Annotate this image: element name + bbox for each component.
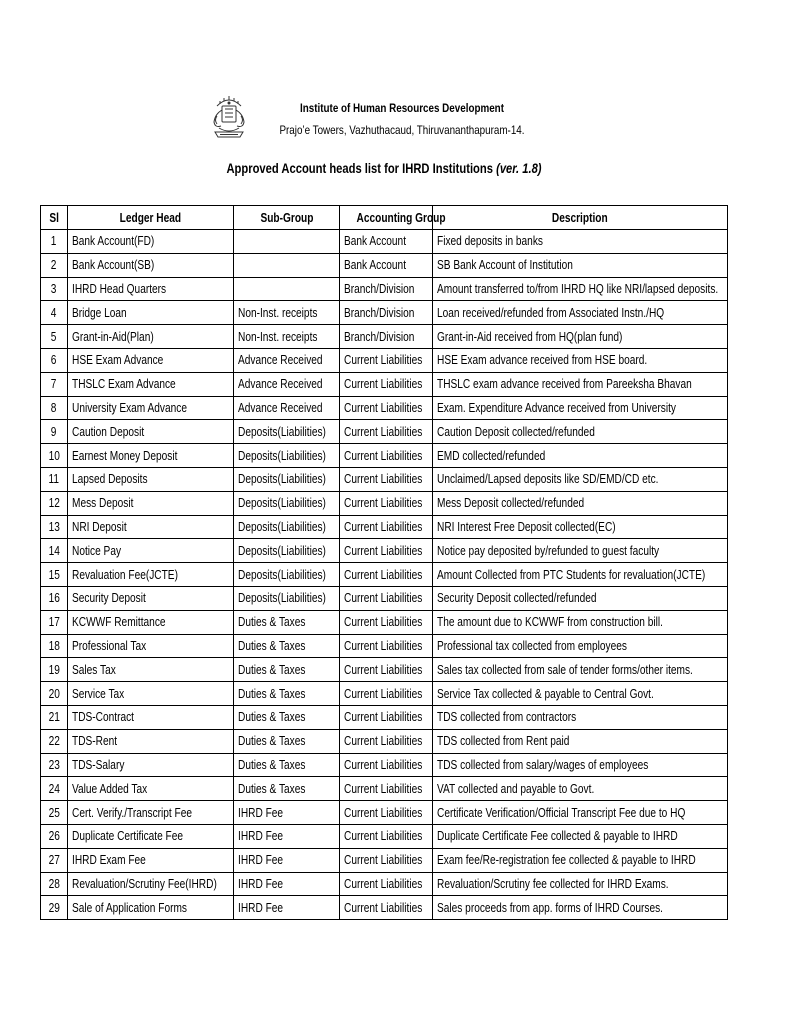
cell-accounting-group: Bank Account <box>340 253 433 277</box>
institute-address: Prajo’e Towers, Vazhuthacaud, Thiruvananthapuram-14. <box>279 123 525 137</box>
cell-description: Security Deposit collected/refunded <box>433 586 728 610</box>
cell-sl: 5 <box>41 325 68 349</box>
cell-sub-group: Deposits(Liabilities) <box>234 467 340 491</box>
cell-sub-group: Non-Inst. receipts <box>234 325 340 349</box>
cell-ledger-head: Notice Pay <box>68 539 234 563</box>
title-text: Approved Account heads list for IHRD Institutions <box>226 160 497 176</box>
cell-sub-group: Duties & Taxes <box>234 753 340 777</box>
cell-sub-group <box>234 277 340 301</box>
cell-accounting-group: Branch/Division <box>340 277 433 301</box>
table-row <box>41 705 728 729</box>
table-row <box>41 682 728 706</box>
cell-ledger-head: HSE Exam Advance <box>68 348 234 372</box>
cell-ledger-head: Bank Account(SB) <box>68 253 234 277</box>
cell-description: Sales proceeds from app. forms of IHRD Courses. <box>433 896 728 920</box>
column-header-accounting-group: Accounting Group <box>340 206 433 230</box>
cell-description: The amount due to KCWWF from construction bill. <box>433 610 728 634</box>
cell-sub-group: Duties & Taxes <box>234 610 340 634</box>
cell-description: NRI Interest Free Deposit collected(EC) <box>433 515 728 539</box>
table-row <box>41 539 728 563</box>
cell-sl: 7 <box>41 372 68 396</box>
cell-sub-group: Deposits(Liabilities) <box>234 491 340 515</box>
cell-sl: 25 <box>41 801 68 825</box>
cell-ledger-head: TDS-Salary <box>68 753 234 777</box>
cell-ledger-head: Security Deposit <box>68 586 234 610</box>
table-row <box>41 634 728 658</box>
cell-ledger-head: Sale of Application Forms <box>68 896 234 920</box>
cell-sl: 8 <box>41 396 68 420</box>
cell-accounting-group: Current Liabilities <box>340 848 433 872</box>
table-row <box>41 848 728 872</box>
cell-description: SB Bank Account of Institution <box>433 253 728 277</box>
table-row <box>41 824 728 848</box>
cell-accounting-group: Current Liabilities <box>340 348 433 372</box>
cell-description: Caution Deposit collected/refunded <box>433 420 728 444</box>
cell-accounting-group: Current Liabilities <box>340 420 433 444</box>
table-row <box>41 563 728 587</box>
cell-sl: 22 <box>41 729 68 753</box>
cell-sub-group: Deposits(Liabilities) <box>234 515 340 539</box>
cell-sub-group: Deposits(Liabilities) <box>234 444 340 468</box>
cell-ledger-head: Bridge Loan <box>68 301 234 325</box>
cell-description: Grant-in-Aid received from HQ(plan fund) <box>433 325 728 349</box>
cell-ledger-head: NRI Deposit <box>68 515 234 539</box>
cell-accounting-group: Current Liabilities <box>340 705 433 729</box>
table-row <box>41 277 728 301</box>
cell-sub-group <box>234 230 340 254</box>
cell-accounting-group: Current Liabilities <box>340 777 433 801</box>
table-row <box>41 348 728 372</box>
cell-sub-group: Duties & Taxes <box>234 682 340 706</box>
table-header-row <box>41 206 728 230</box>
cell-accounting-group: Current Liabilities <box>340 896 433 920</box>
cell-ledger-head: Professional Tax <box>68 634 234 658</box>
cell-sl: 4 <box>41 301 68 325</box>
cell-accounting-group: Current Liabilities <box>340 610 433 634</box>
cell-accounting-group: Current Liabilities <box>340 539 433 563</box>
cell-description: TDS collected from Rent paid <box>433 729 728 753</box>
cell-sub-group: IHRD Fee <box>234 801 340 825</box>
column-header-description: Description <box>433 206 728 230</box>
cell-ledger-head: TDS-Contract <box>68 705 234 729</box>
cell-accounting-group: Current Liabilities <box>340 515 433 539</box>
cell-description: Notice pay deposited by/refunded to guest faculty <box>433 539 728 563</box>
table-row <box>41 491 728 515</box>
cell-description: Exam. Expenditure Advance received from University <box>433 396 728 420</box>
cell-ledger-head: Value Added Tax <box>68 777 234 801</box>
cell-ledger-head: Duplicate Certificate Fee <box>68 824 234 848</box>
cell-sub-group: Deposits(Liabilities) <box>234 539 340 563</box>
table-row <box>41 777 728 801</box>
cell-sub-group: Deposits(Liabilities) <box>234 563 340 587</box>
table-body <box>41 230 728 920</box>
cell-ledger-head: Earnest Money Deposit <box>68 444 234 468</box>
cell-accounting-group: Current Liabilities <box>340 491 433 515</box>
cell-accounting-group: Branch/Division <box>340 325 433 349</box>
cell-ledger-head: Caution Deposit <box>68 420 234 444</box>
cell-accounting-group: Bank Account <box>340 230 433 254</box>
cell-ledger-head: Revaluation/Scrutiny Fee(IHRD) <box>68 872 234 896</box>
emblem-icon <box>209 92 249 142</box>
cell-sub-group: Advance Received <box>234 396 340 420</box>
table-row <box>41 301 728 325</box>
cell-ledger-head: Bank Account(FD) <box>68 230 234 254</box>
cell-description: Mess Deposit collected/refunded <box>433 491 728 515</box>
cell-sub-group: IHRD Fee <box>234 872 340 896</box>
cell-accounting-group: Current Liabilities <box>340 824 433 848</box>
column-header-sub-group: Sub-Group <box>234 206 340 230</box>
cell-description: Amount transferred to/from IHRD HQ like NRI/lapsed deposits. <box>433 277 728 301</box>
cell-sl: 9 <box>41 420 68 444</box>
cell-description: THSLC exam advance received from Pareeksha Bhavan <box>433 372 728 396</box>
table-row <box>41 801 728 825</box>
cell-sl: 26 <box>41 824 68 848</box>
table-row <box>41 610 728 634</box>
cell-sub-group: Duties & Taxes <box>234 705 340 729</box>
table-row <box>41 658 728 682</box>
cell-description: Service Tax collected & payable to Central Govt. <box>433 682 728 706</box>
account-heads-table <box>40 205 728 920</box>
table-row <box>41 444 728 468</box>
cell-ledger-head: TDS-Rent <box>68 729 234 753</box>
cell-ledger-head: Service Tax <box>68 682 234 706</box>
column-header-sl: Sl <box>41 206 68 230</box>
cell-ledger-head: THSLC Exam Advance <box>68 372 234 396</box>
cell-accounting-group: Current Liabilities <box>340 563 433 587</box>
cell-sl: 3 <box>41 277 68 301</box>
cell-sl: 12 <box>41 491 68 515</box>
cell-accounting-group: Current Liabilities <box>340 801 433 825</box>
cell-sub-group: Deposits(Liabilities) <box>234 420 340 444</box>
cell-sub-group: Duties & Taxes <box>234 658 340 682</box>
cell-sl: 21 <box>41 705 68 729</box>
cell-ledger-head: Lapsed Deposits <box>68 467 234 491</box>
cell-description: Revaluation/Scrutiny fee collected for IHRD Exams. <box>433 872 728 896</box>
cell-ledger-head: University Exam Advance <box>68 396 234 420</box>
table-row <box>41 230 728 254</box>
cell-sub-group: Advance Received <box>234 348 340 372</box>
cell-sl: 29 <box>41 896 68 920</box>
cell-accounting-group: Current Liabilities <box>340 682 433 706</box>
cell-accounting-group: Current Liabilities <box>340 658 433 682</box>
table-row <box>41 896 728 920</box>
cell-description: Sales tax collected from sale of tender forms/other items. <box>433 658 728 682</box>
cell-sub-group <box>234 253 340 277</box>
cell-sl: 2 <box>41 253 68 277</box>
cell-accounting-group: Current Liabilities <box>340 729 433 753</box>
cell-ledger-head: IHRD Exam Fee <box>68 848 234 872</box>
table-row <box>41 420 728 444</box>
cell-description: Loan received/refunded from Associated Instn./HQ <box>433 301 728 325</box>
cell-ledger-head: IHRD Head Quarters <box>68 277 234 301</box>
cell-accounting-group: Branch/Division <box>340 301 433 325</box>
cell-accounting-group: Current Liabilities <box>340 467 433 491</box>
cell-sub-group: Duties & Taxes <box>234 634 340 658</box>
cell-sl: 6 <box>41 348 68 372</box>
cell-sub-group: Advance Received <box>234 372 340 396</box>
cell-description: EMD collected/refunded <box>433 444 728 468</box>
cell-description: Certificate Verification/Official Transcript Fee due to HQ <box>433 801 728 825</box>
cell-sl: 16 <box>41 586 68 610</box>
cell-sl: 27 <box>41 848 68 872</box>
table-row <box>41 872 728 896</box>
institute-name: Institute of Human Resources Development <box>300 101 504 115</box>
cell-sub-group: Deposits(Liabilities) <box>234 586 340 610</box>
cell-description: TDS collected from salary/wages of employees <box>433 753 728 777</box>
document-header <box>252 100 552 139</box>
cell-description: TDS collected from contractors <box>433 705 728 729</box>
cell-sl: 28 <box>41 872 68 896</box>
cell-sub-group: Duties & Taxes <box>234 729 340 753</box>
cell-description: Fixed deposits in banks <box>433 230 728 254</box>
cell-sl: 1 <box>41 230 68 254</box>
cell-ledger-head: Mess Deposit <box>68 491 234 515</box>
table-row <box>41 325 728 349</box>
cell-accounting-group: Current Liabilities <box>340 634 433 658</box>
version-label: (ver. 1.8) <box>496 160 542 176</box>
cell-sl: 20 <box>41 682 68 706</box>
cell-sub-group: Non-Inst. receipts <box>234 301 340 325</box>
cell-accounting-group: Current Liabilities <box>340 444 433 468</box>
cell-accounting-group: Current Liabilities <box>340 396 433 420</box>
cell-sl: 18 <box>41 634 68 658</box>
cell-description: Exam fee/Re-registration fee collected & payable to IHRD <box>433 848 728 872</box>
cell-ledger-head: Cert. Verify./Transcript Fee <box>68 801 234 825</box>
cell-sl: 14 <box>41 539 68 563</box>
cell-description: Professional tax collected from employees <box>433 634 728 658</box>
cell-ledger-head: Grant-in-Aid(Plan) <box>68 325 234 349</box>
cell-description: Unclaimed/Lapsed deposits like SD/EMD/CD etc. <box>433 467 728 491</box>
column-header-ledger-head: Ledger Head <box>68 206 234 230</box>
table-row <box>41 467 728 491</box>
table-row <box>41 729 728 753</box>
cell-sub-group: IHRD Fee <box>234 848 340 872</box>
cell-accounting-group: Current Liabilities <box>340 372 433 396</box>
table-row <box>41 586 728 610</box>
cell-accounting-group: Current Liabilities <box>340 586 433 610</box>
cell-accounting-group: Current Liabilities <box>340 753 433 777</box>
cell-ledger-head: Sales Tax <box>68 658 234 682</box>
table-row <box>41 515 728 539</box>
table-row <box>41 753 728 777</box>
cell-ledger-head: Revaluation Fee(JCTE) <box>68 563 234 587</box>
cell-sl: 11 <box>41 467 68 491</box>
cell-accounting-group: Current Liabilities <box>340 872 433 896</box>
page-title <box>205 160 563 176</box>
cell-description: Amount Collected from PTC Students for revaluation(JCTE) <box>433 563 728 587</box>
cell-sl: 23 <box>41 753 68 777</box>
table-row <box>41 253 728 277</box>
cell-sl: 13 <box>41 515 68 539</box>
cell-description: VAT collected and payable to Govt. <box>433 777 728 801</box>
cell-description: Duplicate Certificate Fee collected & payable to IHRD <box>433 824 728 848</box>
cell-sub-group: IHRD Fee <box>234 896 340 920</box>
emblem-logo <box>209 92 249 142</box>
cell-description: HSE Exam advance received from HSE board. <box>433 348 728 372</box>
cell-sub-group: IHRD Fee <box>234 824 340 848</box>
cell-sl: 19 <box>41 658 68 682</box>
cell-sl: 24 <box>41 777 68 801</box>
cell-ledger-head: KCWWF Remittance <box>68 610 234 634</box>
cell-sl: 17 <box>41 610 68 634</box>
cell-sl: 15 <box>41 563 68 587</box>
cell-sub-group: Duties & Taxes <box>234 777 340 801</box>
table-row <box>41 372 728 396</box>
cell-sl: 10 <box>41 444 68 468</box>
table-row <box>41 396 728 420</box>
